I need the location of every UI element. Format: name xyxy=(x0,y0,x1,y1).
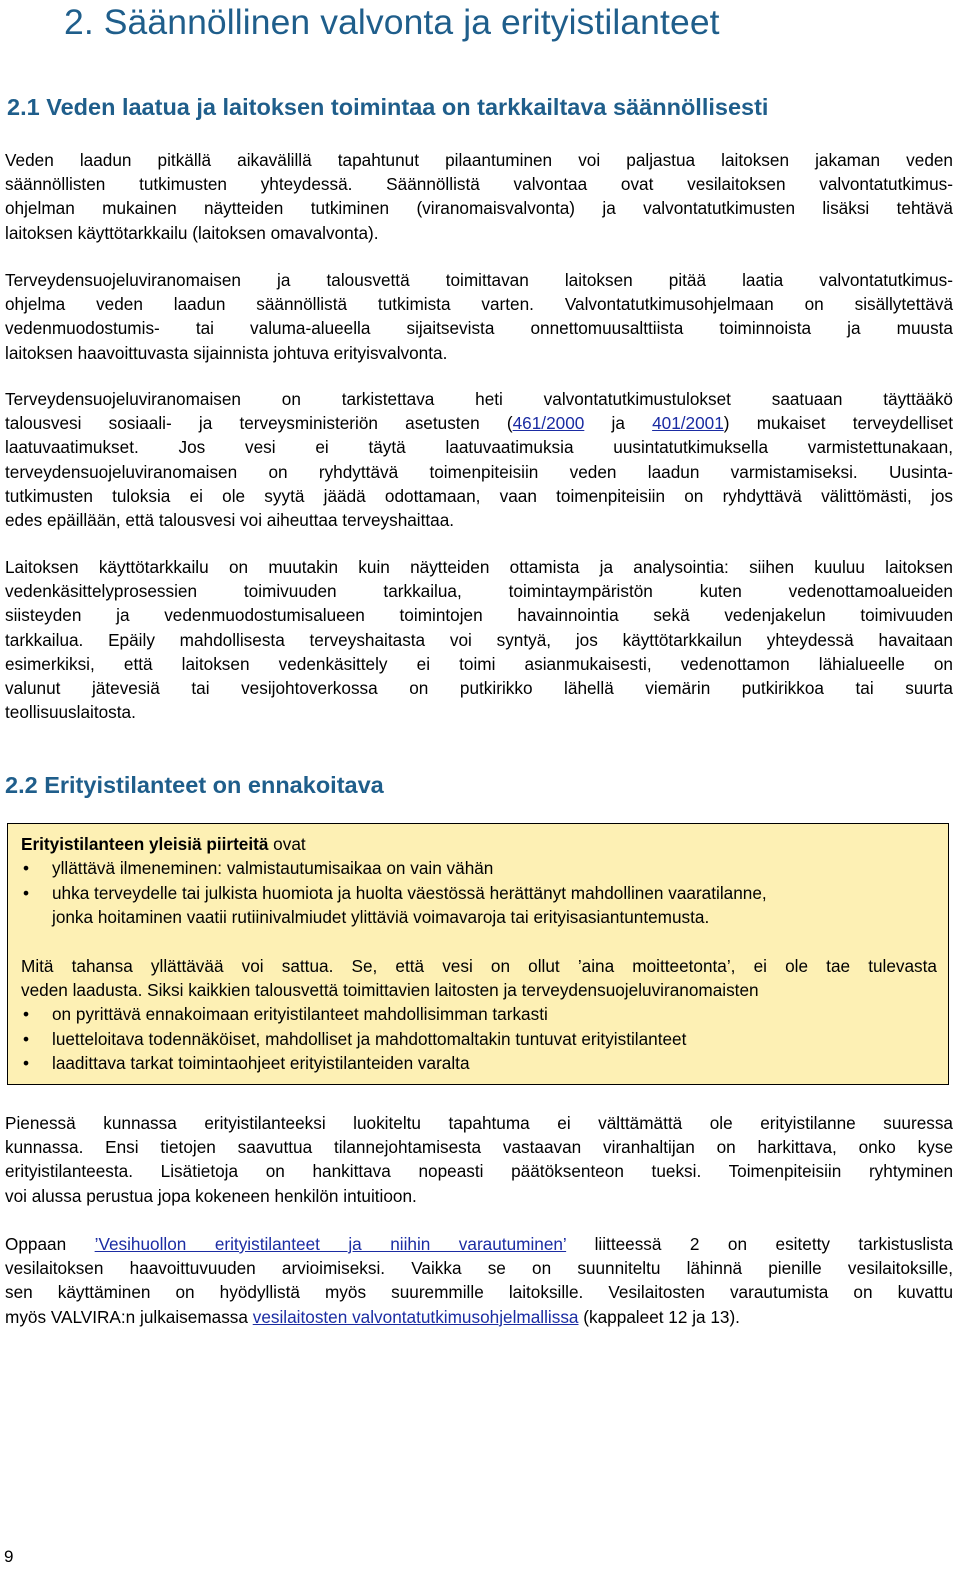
highlight-box-content xyxy=(21,832,937,1076)
box-text-line: Mitä tahansa yllättävää voi sattua. Se, että vesi on ollut ’aina moitteetonta’, ei ole tae tulevasta xyxy=(21,955,937,976)
text-segment: ja xyxy=(584,413,653,434)
text-segment: talousvesi sosiaali- ja terveysministeriön asetusten ( xyxy=(5,413,513,434)
text-line: vedenkäsittelyprosessien toimivuuden tarkkailua, toimintaympäristön kuten vedenottamoalueiden xyxy=(5,581,953,602)
valvira-model-link[interactable]: vesilaitosten valvontatutkimusohjelmallissa xyxy=(252,1306,579,1327)
page-number: 9 xyxy=(4,1547,14,1566)
bullet-icon: • xyxy=(23,882,30,903)
paragraph-6 xyxy=(5,1232,953,1329)
page-title: 2. Säännöllinen valvonta ja erityistilanteet xyxy=(64,2,720,42)
highlight-box xyxy=(7,823,949,1085)
text-line: laitoksen haavoittuvasta sijainnista johtuva erityisvalvonta. xyxy=(5,342,448,363)
text-line: Pienessä kunnassa erityistilanteeksi luokiteltu tapahtuma ei välttämättä ole erityistilanne suuressa xyxy=(5,1113,953,1133)
list-item xyxy=(21,1051,937,1075)
text-line: vesilaitoksen haavoittuvuuden arvioimiseksi. Vaikka se on suunniteltu lähinnä pienille vesilaitoksille, xyxy=(5,1258,953,1279)
list-item-text: on pyrittävä ennakoimaan erityistilanteet mahdollisimman tarkasti xyxy=(52,1004,548,1025)
text-line xyxy=(5,411,953,435)
text-line: ohjelman mukainen näytteiden tutkiminen (viranomaisvalvonta) ja valvontatutkimusten lisäksi tehtävä xyxy=(5,198,953,219)
bullet-icon: • xyxy=(23,1004,30,1025)
box-intro-rest: ovat xyxy=(268,834,306,854)
text-line: tarkkailua. Epäily mahdollisesta terveyshaitasta voi syntyä, jos käyttötarkkailun yhteydessä havaitaan xyxy=(5,629,953,650)
text-line: ohjelma veden laadun säännöllistä tutkimista varten. Valvontatutkimusohjelmaan on sisällytettävä xyxy=(5,294,953,315)
list-item xyxy=(21,881,937,930)
box-text-line: veden laadusta. Siksi kaikkien talousvettä toimittavien laitosten ja terveydensuojeluviranomaisten xyxy=(21,980,759,1001)
box-intro-bold: Erityistilanteen yleisiä piirteitä xyxy=(21,834,269,854)
bullet-icon: • xyxy=(23,1028,30,1049)
box-intro xyxy=(21,832,937,856)
text-segment: liitteessä 2 on esitetty tarkistuslista xyxy=(566,1234,953,1254)
text-line: terveydensuojeluviranomaisen on ryhdyttävä toimenpiteisiin veden laadun varmistamiseksi. Uusinta- xyxy=(5,461,953,482)
spacer xyxy=(21,930,937,954)
paragraph-2 xyxy=(5,268,953,365)
text-line: kunnassa. Ensi tietojen saavuttua tilannejohtamisesta vastaavan viranhaltijan on harkittava, onko kyse xyxy=(5,1137,953,1158)
paragraph-4 xyxy=(5,555,953,724)
section-2-2-title: 2.2 Erityistilanteet on ennakoitava xyxy=(5,772,384,798)
text-line: tutkimusten tuloksia ei ole syytä jäädä odottamaan, vaan toimenpiteisiin on ryhdyttävä välittömästi, jos xyxy=(5,485,953,506)
list-item xyxy=(21,1002,937,1026)
section-2-1-title: 2.1 Veden laatua ja laitoksen toimintaa on tarkkailtava säännöllisesti xyxy=(7,94,769,120)
text-line: erityistilanteesta. Lisätietoja on hankittava nopeasti päätöksenteon tueksi. Toimenpiteisiin ryhtyminen xyxy=(5,1161,953,1182)
text-line: siisteyden ja vedenmuodostumisalueen toimintojen havainnointia sekä vedenjakelun toimivuuden xyxy=(5,605,953,626)
list-item xyxy=(21,856,937,880)
list-item-text: yllättävä ilmeneminen: valmistautumisaikaa on vain vähän xyxy=(52,858,494,879)
bullet-icon: • xyxy=(23,1053,30,1074)
text-line: esimerkiksi, että laitoksen vedenkäsittely ei toimi asianmukaisesti, vedenottamon lähialueelle on xyxy=(5,653,953,674)
text-line: sen käyttäminen on hyödyllistä myös suuremmille laitoksille. Vesilaitosten varautumista on kuvattu xyxy=(5,1282,953,1303)
text-line: laatuvaatimukset. Jos vesi ei täytä laatuvaatimuksia uusintatutkimuksella varmistettunakaan, xyxy=(5,437,953,458)
bullet-icon: • xyxy=(23,858,30,879)
text-line xyxy=(5,1232,953,1256)
text-segment: Oppaan xyxy=(5,1234,95,1254)
paragraph-5 xyxy=(5,1111,953,1208)
text-line: teollisuuslaitosta. xyxy=(5,702,136,723)
guide-link[interactable]: ’Vesihuollon erityistilanteet ja niihin varautuminen’ xyxy=(94,1234,567,1254)
text-line: Terveydensuojeluviranomaisen on tarkistettava heti valvontatutkimustulokset saatuaan täyttääkö xyxy=(5,389,953,409)
list-item-text: laadittava tarkat toimintaohjeet erityistilanteiden varalta xyxy=(52,1053,470,1074)
list-item-text: jonka hoitaminen vaatii rutiinivalmiudet ylittäviä voimavaroja tai erityisasiantuntemusta. xyxy=(52,907,710,928)
decree-401-2001-link[interactable]: 401/2001 xyxy=(652,413,724,434)
text-line: Veden laadun pitkällä aikavälillä tapahtunut pilaantuminen voi paljastua laitoksen jakaman veden xyxy=(5,150,953,170)
paragraph-3 xyxy=(5,387,953,532)
text-line: valunut jätevesiä tai vesijohtoverkossa on putkirikko lähellä viemärin putkirikkoa tai suurta xyxy=(5,678,953,699)
text-line: voi alussa perustua jopa kokeneen henkilön intuitioon. xyxy=(5,1185,417,1206)
list-item-text: luetteloitava todennäköiset, mahdolliset ja mahdottomaltakin tuntuvat erityistilanteet xyxy=(52,1028,687,1049)
bullet-list-2 xyxy=(21,1002,937,1075)
text-line: laitoksen käyttötarkkailu (laitoksen omavalvonta). xyxy=(5,222,379,243)
paragraph-1 xyxy=(5,148,953,245)
text-segment: myös VALVIRA:n julkaisemassa xyxy=(5,1306,253,1327)
text-line: Laitoksen käyttötarkkailu on muutakin kuin näytteiden ottamista ja analysointia: siihen kuuluu laitoksen xyxy=(5,557,953,577)
decree-461-2000-link[interactable]: 461/2000 xyxy=(512,413,585,434)
text-line xyxy=(5,1305,953,1329)
text-line: edes epäillään, että talousvesi voi aiheuttaa terveyshaittaa. xyxy=(5,510,455,531)
text-line: Terveydensuojeluviranomaisen ja talousvettä toimittavan laitoksen pitää laatia valvontatutkimus- xyxy=(5,270,953,290)
text-line: säännöllisten tutkimusten yhteydessä. Säännöllistä valvontaa ovat vesilaitoksen valvontatutkimus- xyxy=(5,174,953,195)
text-segment: ) mukaiset terveydelliset xyxy=(723,413,954,434)
list-item-text: uhka terveydelle tai julkista huomiota ja huolta väestössä herättänyt mahdollinen vaaratilanne, xyxy=(52,882,767,903)
text-line: vedenmuodostumis- tai valuma-alueella sijaitsevista onnettomuusalttiista toiminnoista ja muusta xyxy=(5,318,953,339)
list-item xyxy=(21,1027,937,1051)
text-segment: (kappaleet 12 ja 13). xyxy=(578,1306,740,1327)
bullet-list-1 xyxy=(21,856,937,929)
